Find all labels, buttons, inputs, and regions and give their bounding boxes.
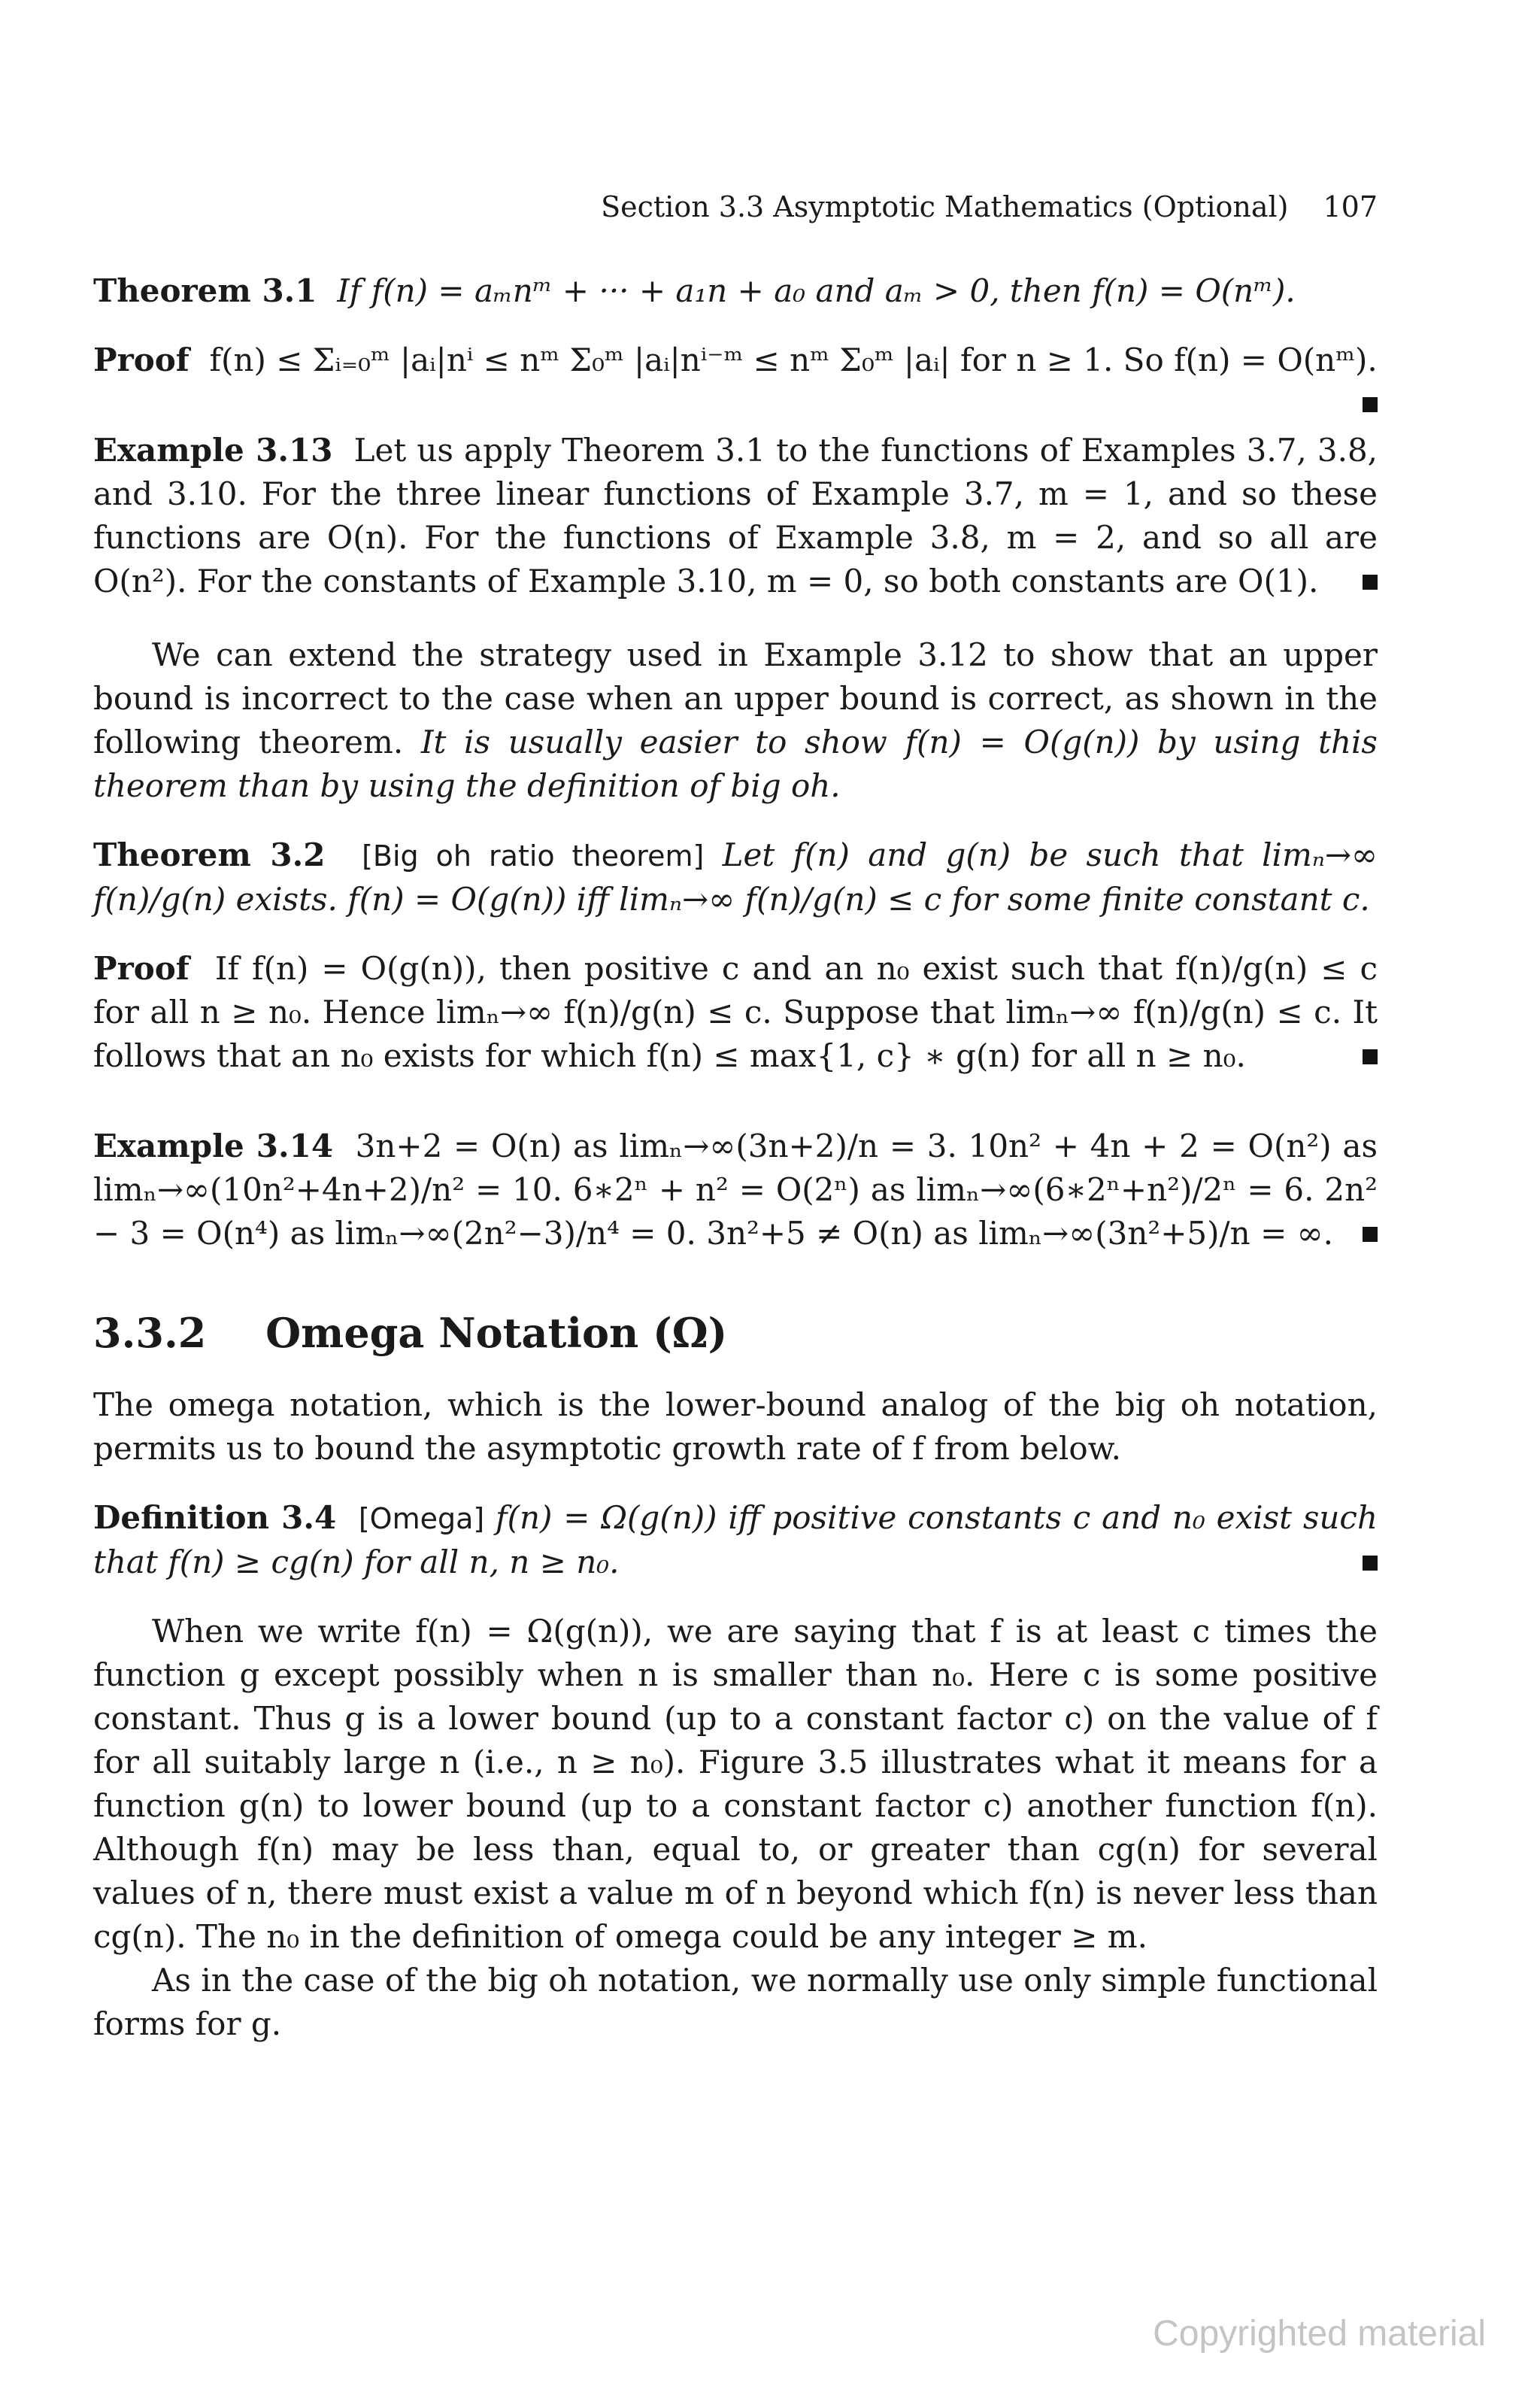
example-text: 3n+2 = O(n) as limₙ→∞(3n+2)/n = 3. 10n² + 4n + 2 = O(n²) as limₙ→∞(10n²+4n+2)/n² = 10. 6∗2ⁿ + n² = O(2ⁿ) as limₙ→∞(6∗2ⁿ+n²)/2ⁿ = 6. 2n² − 3 = O(n⁴) as limₙ→∞(2n²−3)/n⁴ = 0. 3n²+5 ≠ O(n) as limₙ→∞(3n²+5)/n = ∞. — [93, 1128, 1378, 1252]
paragraph-strategy — [93, 633, 1378, 808]
theorem-label: Theorem 3.2 — [93, 836, 326, 873]
page-body — [93, 188, 1378, 2072]
example-3-14 — [93, 1125, 1378, 1255]
definition-3-4 — [93, 1496, 1378, 1584]
copyright-watermark: Copyrighted material — [1153, 2314, 1486, 2354]
theorem-label: Theorem 3.1 — [93, 272, 317, 309]
section-number: 3.3.2 — [93, 1309, 207, 1357]
section-heading — [93, 1308, 1378, 1358]
paragraph-text: As in the case of the big oh notation, we normally use only simple functional forms for g. — [93, 1962, 1378, 2042]
proof-label: Proof — [93, 950, 189, 987]
example-text: Let us apply Theorem 3.1 to the functions of Examples 3.7, 3.8, and 3.10. For the three linear functions of Example 3.7, m = 1, and so these functions are O(n). For the functions of Example 3.8, m = 2, and so all are O(n²). For the constants of Example 3.10, m = 0, so both constants are O(1). — [93, 432, 1378, 600]
qed-mark — [1363, 1556, 1378, 1571]
paragraph-simple-forms — [93, 1959, 1378, 2046]
qed-mark — [1363, 397, 1378, 412]
definition-statement: f(n) = Ω(g(n)) iff positive constants c and n₀ exist such that f(n) ≥ cg(n) for all n, n ≥ n₀. — [93, 1499, 1378, 1580]
proof-3-2 — [93, 947, 1378, 1078]
paragraph-omega-intro — [93, 1383, 1378, 1471]
theorem-3-2 — [93, 833, 1378, 921]
definition-tag: [Omega] — [358, 1502, 485, 1535]
proof-text: If f(n) = O(g(n)), then positive c and an n₀ exist such that f(n)/g(n) ≤ c for all n ≥ n₀. Hence limₙ→∞ f(n)/g(n) ≤ c. Suppose that limₙ→∞ f(n)/g(n) ≤ c. It follows that an n₀ exists for which f(n) ≤ max{1, c} ∗ g(n) for all n ≥ n₀. — [93, 950, 1378, 1074]
theorem-statement: Let f(n) and g(n) be such that limₙ→∞ f(n)/g(n) exists. f(n) = O(g(n)) iff limₙ→∞ f(n)/g(n) ≤ c for some finite constant c. — [93, 836, 1378, 918]
theorem-statement: If f(n) = aₘnᵐ + ··· + a₁n + a₀ and aₘ > 0, then f(n) = O(nᵐ). — [337, 272, 1296, 309]
paragraph-omega-explain — [93, 1610, 1378, 1959]
theorem-3-1 — [93, 269, 1378, 313]
paragraph-italic: It is usually easier to show f(n) = O(g(n)) by using this theorem than by using the definition of big oh. — [93, 724, 1378, 804]
proof-label: Proof — [93, 341, 189, 378]
proof-text: f(n) ≤ Σᵢ₌₀ᵐ |aᵢ|nⁱ ≤ nᵐ Σ₀ᵐ |aᵢ|nⁱ⁻ᵐ ≤ nᵐ Σ₀ᵐ |aᵢ| for n ≥ 1. So f(n) = O(nᵐ). — [209, 341, 1378, 378]
theorem-tag: [Big oh ratio theorem] — [362, 839, 705, 873]
running-title: Section 3.3 Asymptotic Mathematics (Optional) — [601, 190, 1289, 223]
qed-mark — [1363, 575, 1378, 590]
example-label: Example 3.14 — [93, 1128, 334, 1164]
example-label: Example 3.13 — [93, 432, 333, 469]
paragraph-text: The omega notation, which is the lower-bound analog of the big oh notation, permits us to bound the asymptotic growth rate of f from below. — [93, 1386, 1378, 1467]
paragraph-text: When we write f(n) = Ω(g(n)), we are saying that f is at least c times the function g except possibly when n is smaller than n₀. Here c is some positive constant. Thus g is a lower bound (up to a constant factor c) on the value of f for all suitably large n (i.e., n ≥ n₀). Figure 3.5 illustrates what it means for a function g(n) to lower bound (up to a constant factor c) another function f(n). Although f(n) may be less than, equal to, or greater than cg(n) for several values of n, there must exist a value m of n beyond which f(n) is never less than cg(n). The n₀ in the definition of omega could be any integer ≥ m. — [93, 1613, 1378, 1955]
page-number: 107 — [1323, 190, 1378, 223]
qed-mark — [1363, 1049, 1378, 1064]
section-title: Omega Notation (Ω) — [265, 1309, 728, 1357]
proof-3-1 — [93, 338, 1378, 382]
example-3-13 — [93, 429, 1378, 603]
qed-mark — [1363, 1227, 1378, 1242]
paragraph-text: We can extend the strategy used in Example 3.12 to show that an upper bound is incorrect to the case when an upper bound is correct, as shown in the following theorem. — [93, 636, 1378, 760]
running-header — [93, 188, 1378, 226]
definition-label: Definition 3.4 — [93, 1499, 337, 1536]
